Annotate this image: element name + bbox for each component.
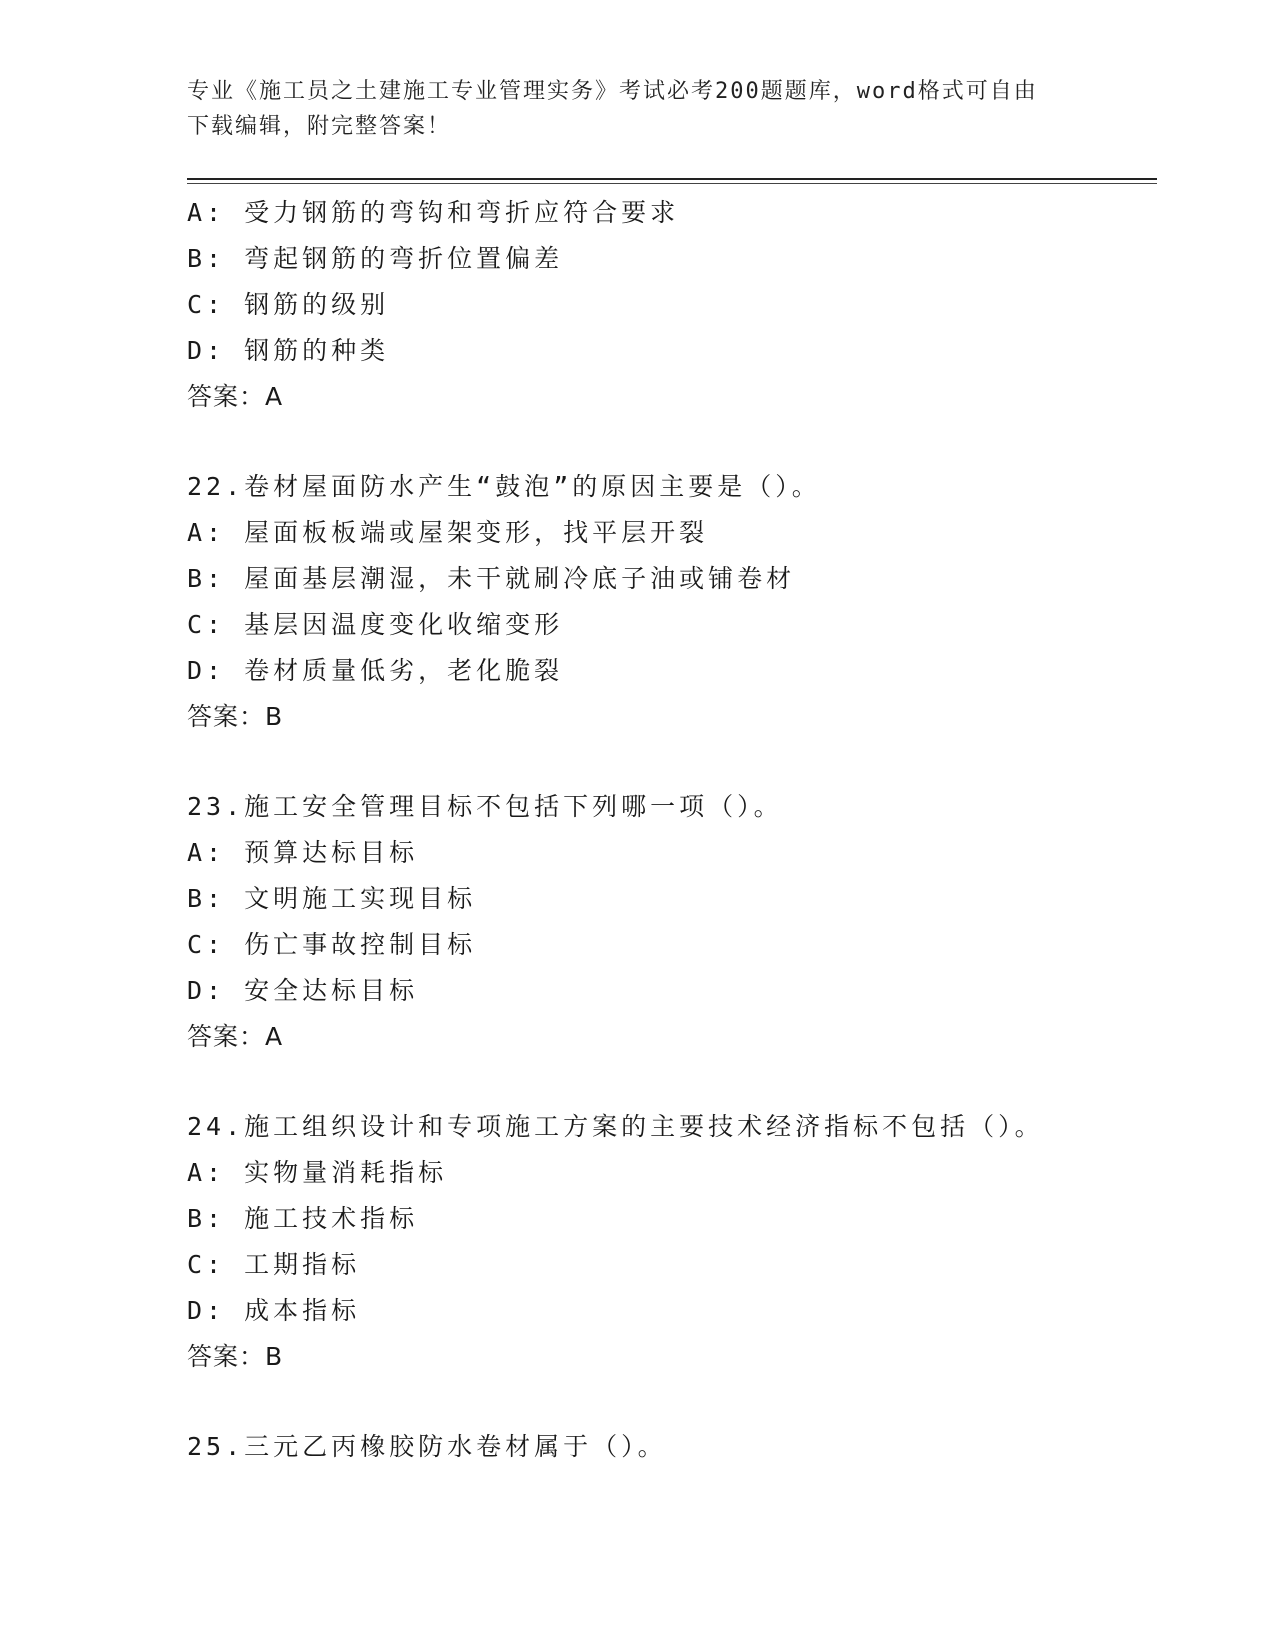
option-b: B: 文明施工实现目标 <box>187 884 477 913</box>
option-b: B: 弯起钢筋的弯折位置偏差 <box>187 244 564 273</box>
answer-line: 答案：A <box>187 382 284 411</box>
option-a: A: 受力钢筋的弯钩和弯折应符合要求 <box>187 198 680 227</box>
option-d: D: 卷材质量低劣，老化脆裂 <box>187 656 564 685</box>
header-line-1: 专业《施工员之土建施工专业管理实务》考试必考200题题库，word格式可自由 <box>187 79 1038 104</box>
question-list <box>187 190 1157 1470</box>
document-header <box>187 74 1087 144</box>
option-d: D: 安全达标目标 <box>187 976 419 1005</box>
header-line-2: 下载编辑，附完整答案！ <box>187 114 452 139</box>
answer-line: 答案：B <box>187 702 284 731</box>
option-c: C: 基层因温度变化收缩变形 <box>187 610 564 639</box>
question-block-22 <box>187 464 1157 740</box>
block-spacer <box>187 1380 1157 1424</box>
option-c: C: 工期指标 <box>187 1250 361 1279</box>
option-d: D: 钢筋的种类 <box>187 336 390 365</box>
answer-line: 答案：A <box>187 1022 284 1051</box>
option-a: A: 实物量消耗指标 <box>187 1158 448 1187</box>
question-text: 24.施工组织设计和专项施工方案的主要技术经济指标不包括（）。 <box>187 1112 1044 1141</box>
block-spacer <box>187 1060 1157 1104</box>
option-d: D: 成本指标 <box>187 1296 361 1325</box>
option-a: A: 预算达标目标 <box>187 838 419 867</box>
option-b: B: 屋面基层潮湿，未干就刷冷底子油或铺卷材 <box>187 564 796 593</box>
question-block-24 <box>187 1104 1157 1380</box>
question-block-21 <box>187 190 1157 420</box>
header-divider-thick <box>187 178 1157 180</box>
question-text: 25.三元乙丙橡胶防水卷材属于（）。 <box>187 1432 667 1461</box>
header-divider-thin <box>187 183 1157 184</box>
answer-line: 答案：B <box>187 1342 284 1371</box>
option-b: B: 施工技术指标 <box>187 1204 419 1233</box>
question-text: 23.施工安全管理目标不包括下列哪一项（）。 <box>187 792 783 821</box>
option-c: C: 伤亡事故控制目标 <box>187 930 477 959</box>
option-a: A: 屋面板板端或屋架变形，找平层开裂 <box>187 518 709 547</box>
question-block-25 <box>187 1424 1157 1470</box>
question-text: 22.卷材屋面防水产生“鼓泡”的原因主要是（）。 <box>187 472 821 501</box>
question-block-23 <box>187 784 1157 1060</box>
option-c: C: 钢筋的级别 <box>187 290 390 319</box>
block-spacer <box>187 420 1157 464</box>
block-spacer <box>187 740 1157 784</box>
